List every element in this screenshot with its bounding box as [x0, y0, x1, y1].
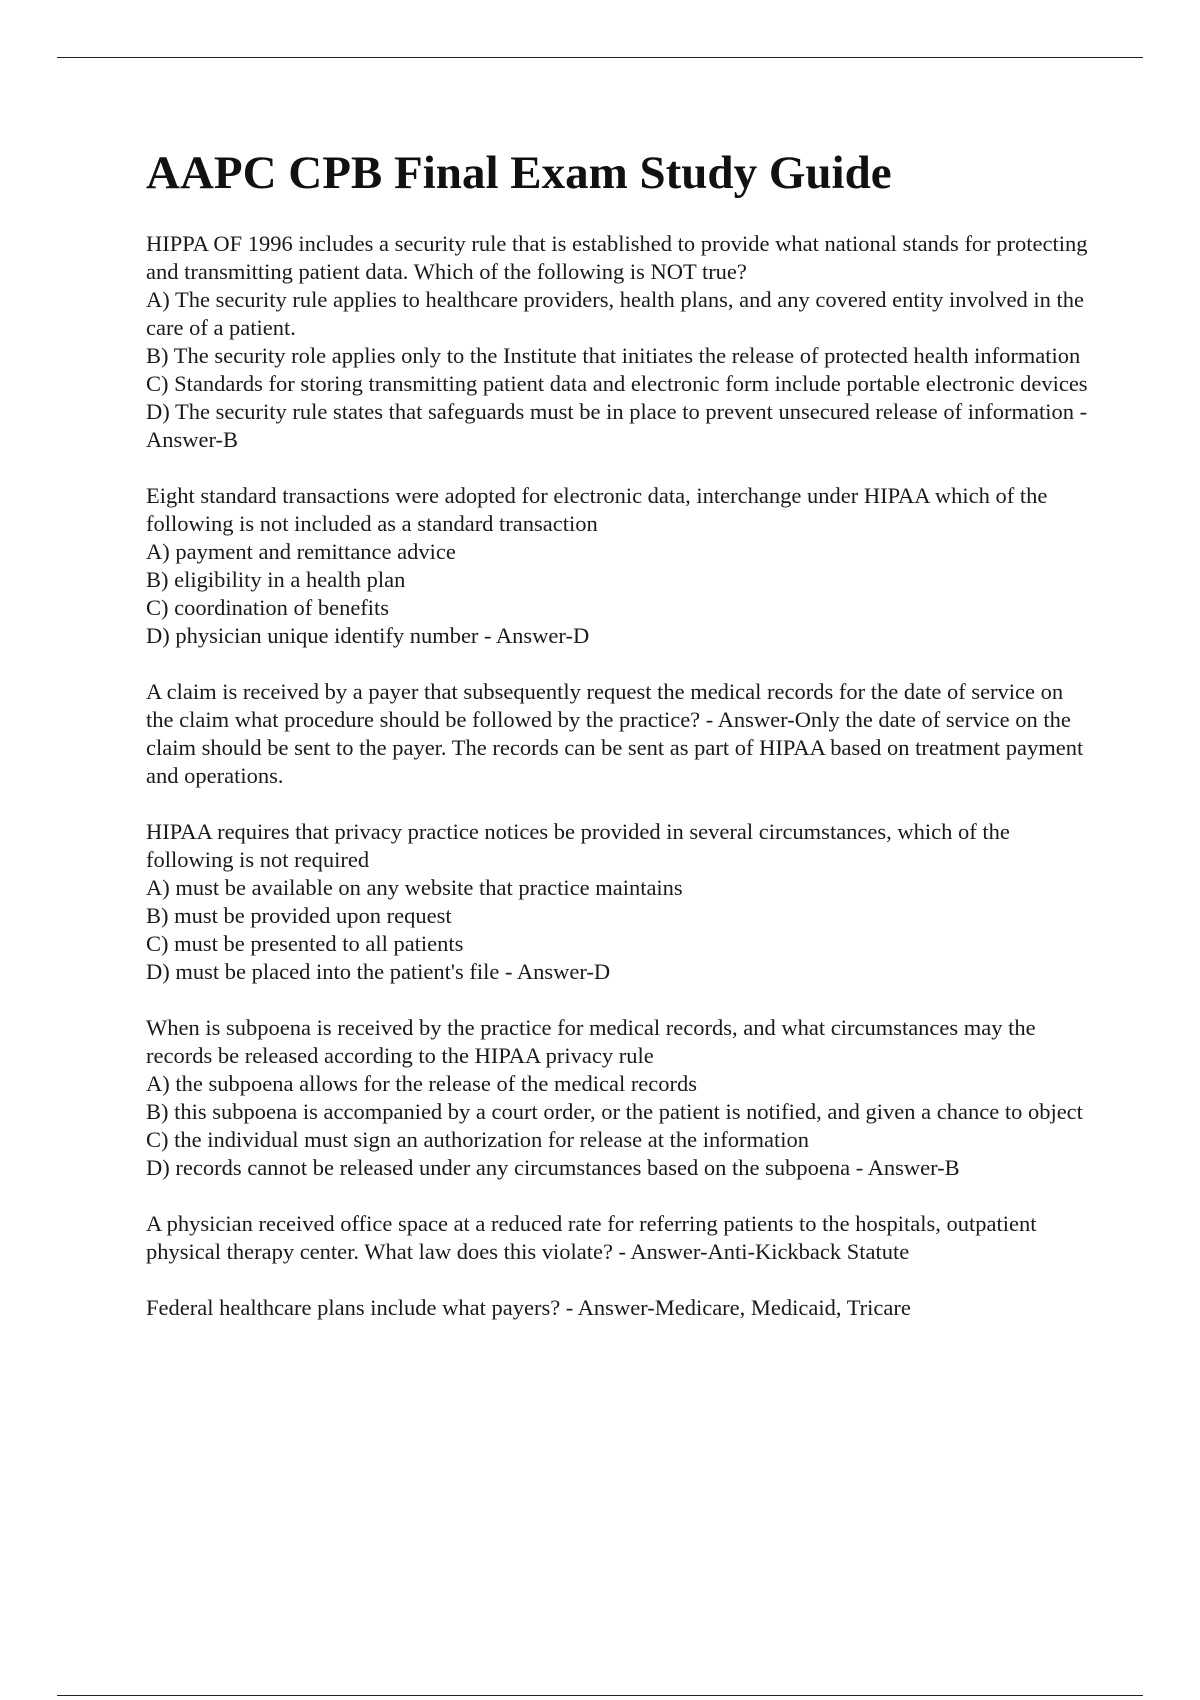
option-b: B) this subpoena is accompanied by a court order, or the patient is notified, and given a chance to object — [146, 1099, 1083, 1124]
option-c: C) the individual must sign an authorization for release at the information — [146, 1127, 809, 1152]
question-text: HIPAA requires that privacy practice notices be provided in several circumstances, which of the following is not required — [146, 819, 1010, 872]
option-a: A) The security rule applies to healthcare providers, health plans, and any covered entity involved in the care of a patient. — [146, 287, 1085, 340]
option-a: A) must be available on any website that practice maintains — [146, 875, 683, 900]
question-block-7 — [146, 1294, 1096, 1322]
question-block-3 — [146, 678, 1096, 790]
question-block-1 — [146, 230, 1096, 454]
question-text: When is subpoena is received by the practice for medical records, and what circumstances may the records be released according to the HIPAA privacy rule — [146, 1015, 1036, 1068]
document-body — [146, 143, 1096, 1350]
option-b: B) must be provided upon request — [146, 903, 452, 928]
option-c: C) must be presented to all patients — [146, 931, 464, 956]
question-answer-text: A claim is received by a payer that subsequently request the medical records for the date of service on the claim what procedure should be followed by the practice? - Answer-Only the date of service on the claim should be sent to the payer. The records can be sent as part of HIPAA based on treatment payment and operations. — [146, 679, 1084, 788]
top-rule — [57, 57, 1143, 58]
question-block-4 — [146, 818, 1096, 986]
question-text: HIPPA OF 1996 includes a security rule that is established to provide what national stands for protecting and transmitting patient data. Which of the following is NOT true? — [146, 231, 1088, 284]
option-d-answer: D) The security rule states that safeguards must be in place to prevent unsecured release of information - Answer-B — [146, 399, 1088, 452]
option-a: A) the subpoena allows for the release of the medical records — [146, 1071, 698, 1096]
option-d-answer: D) physician unique identify number - Answer-D — [146, 623, 590, 648]
question-block-2 — [146, 482, 1096, 650]
question-block-6 — [146, 1210, 1096, 1266]
option-d-answer: D) records cannot be released under any circumstances based on the subpoena - Answer-B — [146, 1155, 960, 1180]
bottom-rule — [57, 1695, 1143, 1696]
question-text: Eight standard transactions were adopted for electronic data, interchange under HIPAA which of the following is not included as a standard transaction — [146, 483, 1048, 536]
option-a: A) payment and remittance advice — [146, 539, 456, 564]
option-b: B) The security role applies only to the Institute that initiates the release of protected health information — [146, 343, 1081, 368]
document-title: AAPC CPB Final Exam Study Guide — [146, 147, 892, 199]
question-answer-text: Federal healthcare plans include what payers? - Answer-Medicare, Medicaid, Tricare — [146, 1295, 911, 1320]
option-c: C) coordination of benefits — [146, 595, 390, 620]
question-answer-text: A physician received office space at a reduced rate for referring patients to the hospitals, outpatient physical therapy center. What law does this violate? - Answer-Anti-Kickback Statute — [146, 1211, 1037, 1264]
option-b: B) eligibility in a health plan — [146, 567, 406, 592]
option-d-answer: D) must be placed into the patient's file - Answer-D — [146, 959, 611, 984]
question-block-5 — [146, 1014, 1096, 1182]
option-c: C) Standards for storing transmitting patient data and electronic form include portable electronic devices — [146, 371, 1088, 396]
